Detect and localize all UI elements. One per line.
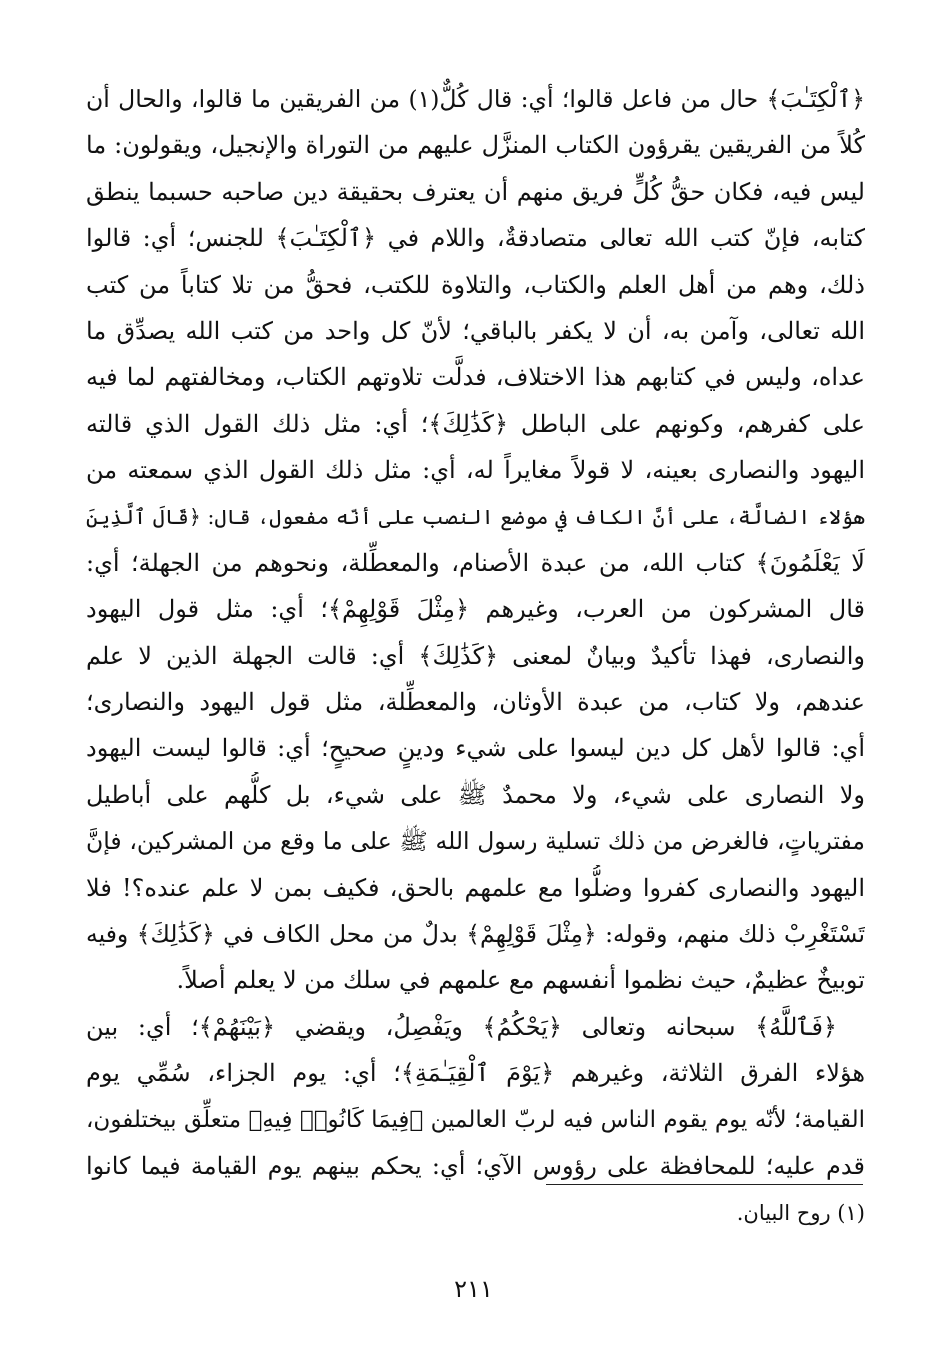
footnote: (١) روح البيان. (736, 1201, 865, 1225)
text-line: على كفرهم، وكونهم على الباطل ﴿كَذَٰلِكَ﴾؛ أي: مثل ذلك القول الذي قالته (86, 409, 865, 438)
text-line: ﴿ٱلْكِتَـٰبَ﴾ حال من فاعل قالوا؛ أي: قال كُلٌّ(١) من الفريقين ما قالوا، والحال أن (86, 85, 865, 113)
text-line: هؤلاء الفرق الثلاثة، وغيرهم ﴿يَوْمَ ٱلْقِيَـٰمَةِ﴾؛ أي: يوم الجزاء، سُمِّي يوم (86, 1059, 865, 1088)
text-line: قال المشركون من العرب، وغيرهم ﴿مِثْلَ قَوْلِهِمْ﴾؛ أي: مثل قول اليهود (86, 595, 865, 624)
footnote-separator (546, 1184, 863, 1185)
text-line: اليهود والنصارى بعينه، لا قولاً مغايراً له، أي: مثل ذلك القول الذي سمعته من (86, 456, 865, 485)
text-line: هؤلاء الضالَّة، على أنَّ الكاف في موضع النصب على أنّه مفعول، قال: ﴿قَالَ ٱلَّذِينَ (86, 504, 865, 529)
text-line: ذلك، وهم من أهل العلم والكتاب، والتلاوة للكتب، فحقُّ من تلا كتاباً من كتب (86, 270, 865, 299)
text-line: لَا يَعْلَمُونَ﴾ كتاب الله، من عبدة الأصنام، والمعطِّلة، ونحوهم من الجهلة؛ أي: (86, 548, 865, 577)
main-text (86, 76, 865, 1189)
text-line: ولا النصارى على شيء، ولا محمدٌ ﷺ على شيء، بل كلُّهم على أباطيل (86, 780, 865, 809)
text-line: عداه، وليس في كتابهم هذا الاختلاف، فدلَّت تلاوتهم الكتاب، ومخالفتهم لما فيه (86, 363, 865, 392)
text-line: كُلاً من الفريقين يقرؤون الكتاب المنزَّل عليهم من التوراة والإنجيل، ويقولون: ما (86, 131, 865, 160)
text-line: مفترياتٍ، فالغرض من ذلك تسلية رسول الله ﷺ على ما وقع من المشركين، فإنَّ (86, 827, 865, 856)
paragraph-start-line: ﴿فَٱللَّهُ﴾ سبحانه وتعالى ﴿يَحْكُمُ﴾ ويَفْصِلُ، ويقضي ﴿بَيْنَهُمْ﴾؛ أي: بين (86, 1012, 837, 1041)
text-line: والنصارى، فهذا تأكيدٌ وبيانٌ لمعنى ﴿كَذَٰلِكَ﴾ أي: قالت الجهلة الذين لا علم (86, 641, 865, 670)
text-line: عندهم، ولا كتاب، من عبدة الأوثان، والمعطِّلة، مثل قول اليهود والنصارى؛ (86, 688, 865, 717)
text-line: ليس فيه، فكان حقُّ كُلٍّ فريق منهم أن يعترف بحقيقة دين صاحبه حسبما ينطق (86, 177, 865, 206)
page-number: ٢١١ (454, 1275, 493, 1303)
text-line: كتابه، فإنّ كتب الله تعالى متصادقةٌ، واللام في ﴿ٱلْكِتَـٰبَ﴾ للجنس؛ أي: قالوا (86, 224, 865, 253)
text-line: اليهود والنصارى كفروا وضلُّوا مع علمهم بالحق، فكيف بمن لا علم عنده؟! فلا (86, 873, 865, 902)
text-line: تَسْتَغْرِبْ ذلك منهم، وقوله: ﴿مِثْلَ قَوْلِهِمْ﴾ بدلٌ من محل الكاف في ﴿كَذَٰلِكَ﴾ وفيه (86, 920, 865, 949)
text-line: قدم عليه؛ للمحافظة على رؤوس الآي؛ أي: يحكم بينهم يوم القيامة فيما كانوا (86, 1151, 865, 1180)
paragraph-end-line: توبيخٌ عظيمٌ، حيث نظموا أنفسهم مع علمهم في سلك من لا يعلم أصلاً. (176, 966, 865, 995)
text-line: القيامة؛ لأنّه يوم يقوم الناس فيه لربّ العالمين ﴿فِيمَا كَانُوا۟ فِيهِ﴾ متعلِّق بيختلفون، (86, 1106, 865, 1133)
text-line: الله تعالى، وآمن به، أن لا يكفر بالباقي؛ لأنّ كل واحد من كتب الله يصدِّق ما (86, 316, 865, 345)
text-line: أي: قالوا لأهل كل دين ليسوا على شيء ودينٍ صحيحٍ؛ أي: قالوا ليست اليهود (86, 734, 865, 763)
